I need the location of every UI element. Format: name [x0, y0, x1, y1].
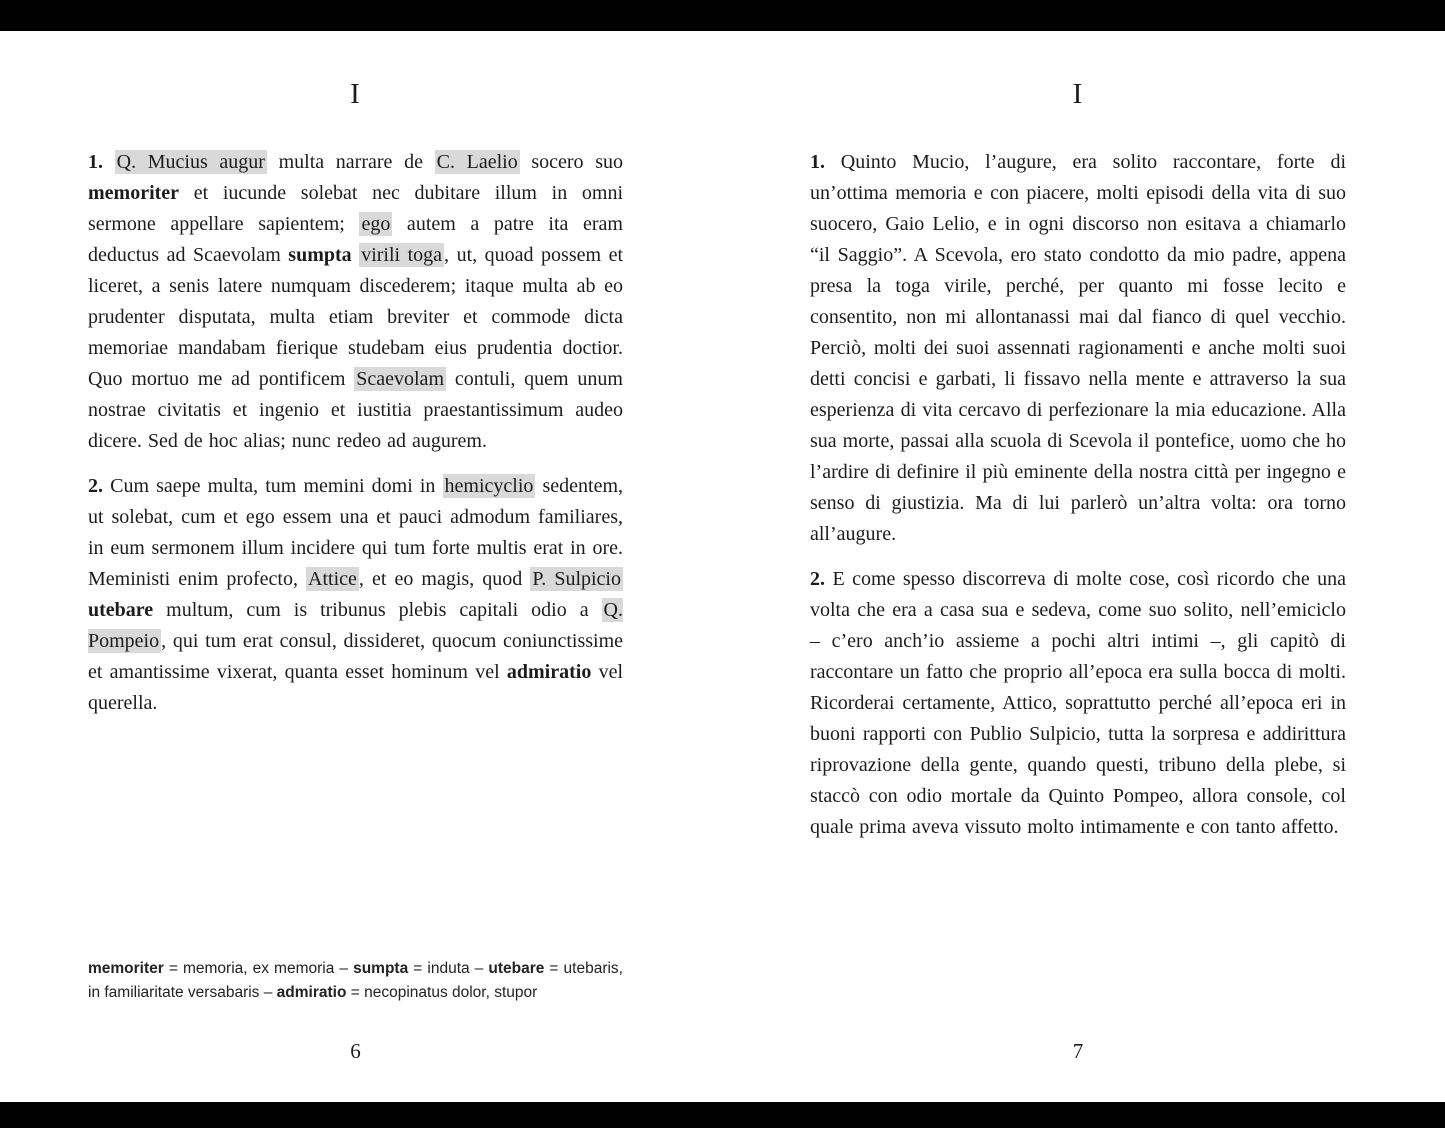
vocabulary-footnote — [88, 957, 623, 1005]
text-run: memoriter — [88, 182, 180, 204]
bottom-letterbox-bar — [0, 1102, 1445, 1128]
text-run: sumpta — [288, 244, 352, 266]
text-run: , ut, quoad possem et liceret, a senis latere numquam discederem; itaque multa ab eo prudenter disputata, multa etiam breviter et commode dicta memoriae mandabam fierique studebam eius prudentia doctior. Quo mortuo me ad pontificem — [88, 244, 624, 390]
text-run: Q. Mucius augur — [116, 151, 265, 173]
text-run: utebare — [488, 960, 545, 977]
top-letterbox-bar — [0, 0, 1445, 31]
text-run: 2. — [88, 475, 111, 497]
text-run: vel querella. — [88, 661, 623, 714]
text-run: sumpta — [353, 960, 409, 977]
text-run: E come spesso discorreva di molte cose, così ricordo che una volta che era a casa sua e sedeva, come suo solito, nell’emiciclo – c’ero anch’io assieme a pochi altri intimi –, gli capitò di raccontare un fatto che proprio all’epoca era sulla bocca di molti. Ricorderai certamente, Attico, soprattutto perché all’epoca eri in buoni rapporti con Publio Sulpicio, tutta la sorpresa e addirittura riprovazione della gente, quando questi, tribuno della plebe, si staccò con odio mortale da Quinto Pompeo, allora console, col quale prima aveva vissuto molto intimamente e con tanto affetto. — [810, 568, 1347, 838]
italian-paragraph-2 — [810, 564, 1346, 843]
text-run: multa narrare de — [266, 151, 435, 173]
text-run: utebare — [88, 599, 154, 621]
chapter-numeral-right: I — [1072, 78, 1084, 110]
text-run: hemicyclio — [444, 475, 534, 497]
text-run: admiratio — [276, 984, 347, 1001]
page-number-left: 6 — [350, 1039, 361, 1063]
text-run: autem a patre ita eram deductus ad Scaevolam — [88, 213, 623, 266]
text-run: P. Sulpicio — [532, 568, 621, 590]
text-run: C. Laelio — [436, 151, 518, 173]
text-run: socero suo — [519, 151, 623, 173]
text-run: Quinto Mucio, l’augure, era solito raccontare, forte di un’ottima memoria e con piacere, molti episodi della vita di suo suocero, Gaio Lelio, e in ogni discorso non esitava a chiamarlo “il Saggio”. A Scevola, ero stato condotto da mio padre, appena presa la toga virile, perché, per quanto mi fosse lecito e consentito, non mi allontanassi mai dal fianco di quel vecchio. Perciò, molti dei suoi assennati ragionamenti e anche molti suoi detti concisi e garbati, li fissavo nella mente e attraverso la sua esperienza di vita cercavo di perfezionare la mia educazione. Alla sua morte, passai alla scuola di Scevola il pontefice, uomo che ho l’ardire di definire il più eminente della nostra città per ingegno e senso di giustizia. Ma di lui parlerò un’altra volta: ora torno all’augure. — [810, 151, 1347, 545]
text-run: Attice — [308, 568, 357, 590]
text-run: ego — [361, 213, 391, 235]
text-run: = memoria, ex memoria – — [163, 960, 354, 977]
text-run: Q. Pompeio — [88, 599, 623, 652]
text-run: , et eo magis, quod — [358, 568, 531, 590]
text-run: = utebaris, in familiaritate versabaris – — [88, 960, 623, 1001]
italian-paragraph-1 — [810, 147, 1346, 550]
chapter-numeral-left: I — [350, 78, 361, 110]
text-run: sedentem, ut solebat, cum et ego essem una et pauci admodum familiares, in eum sermonem illum incidere qui tum forte multis erat in ore. Meministi enim profecto, — [88, 475, 624, 590]
latin-paragraph-2 — [88, 471, 623, 719]
left-page — [88, 31, 623, 1102]
text-run: 1. — [88, 151, 115, 173]
text-run: = induta – — [408, 960, 489, 977]
text-run: 1. — [810, 151, 841, 173]
text-run: memoriter — [88, 960, 164, 977]
text-run: multum, cum is tribunus plebis capitali odio a — [153, 599, 602, 621]
text-run: Scaevolam — [356, 368, 444, 390]
text-run: virili toga — [361, 244, 443, 266]
text-run: 2. — [810, 568, 833, 590]
page-number-right: 7 — [1072, 1039, 1084, 1063]
text-run: admiratio — [506, 661, 592, 683]
text-run: , qui tum erat consul, dissideret, quocum coniunctissime et amantissime vixerat, quanta esset hominum vel — [88, 630, 623, 683]
latin-paragraph-1 — [88, 147, 623, 457]
text-run: = necopinatus dolor, stupor — [346, 984, 538, 1001]
text-run: et iucunde solebat nec dubitare illum in omni sermone appellare sapientem; — [88, 182, 623, 235]
text-run: Cum saepe multa, tum memini domi in — [110, 475, 443, 497]
text-run: contuli, quem unum nostrae civitatis et ingenio et iustitia praestantissimum audeo dicere. Sed de hoc alias; nunc redeo ad augurem. — [88, 368, 623, 452]
right-page — [810, 31, 1346, 1102]
